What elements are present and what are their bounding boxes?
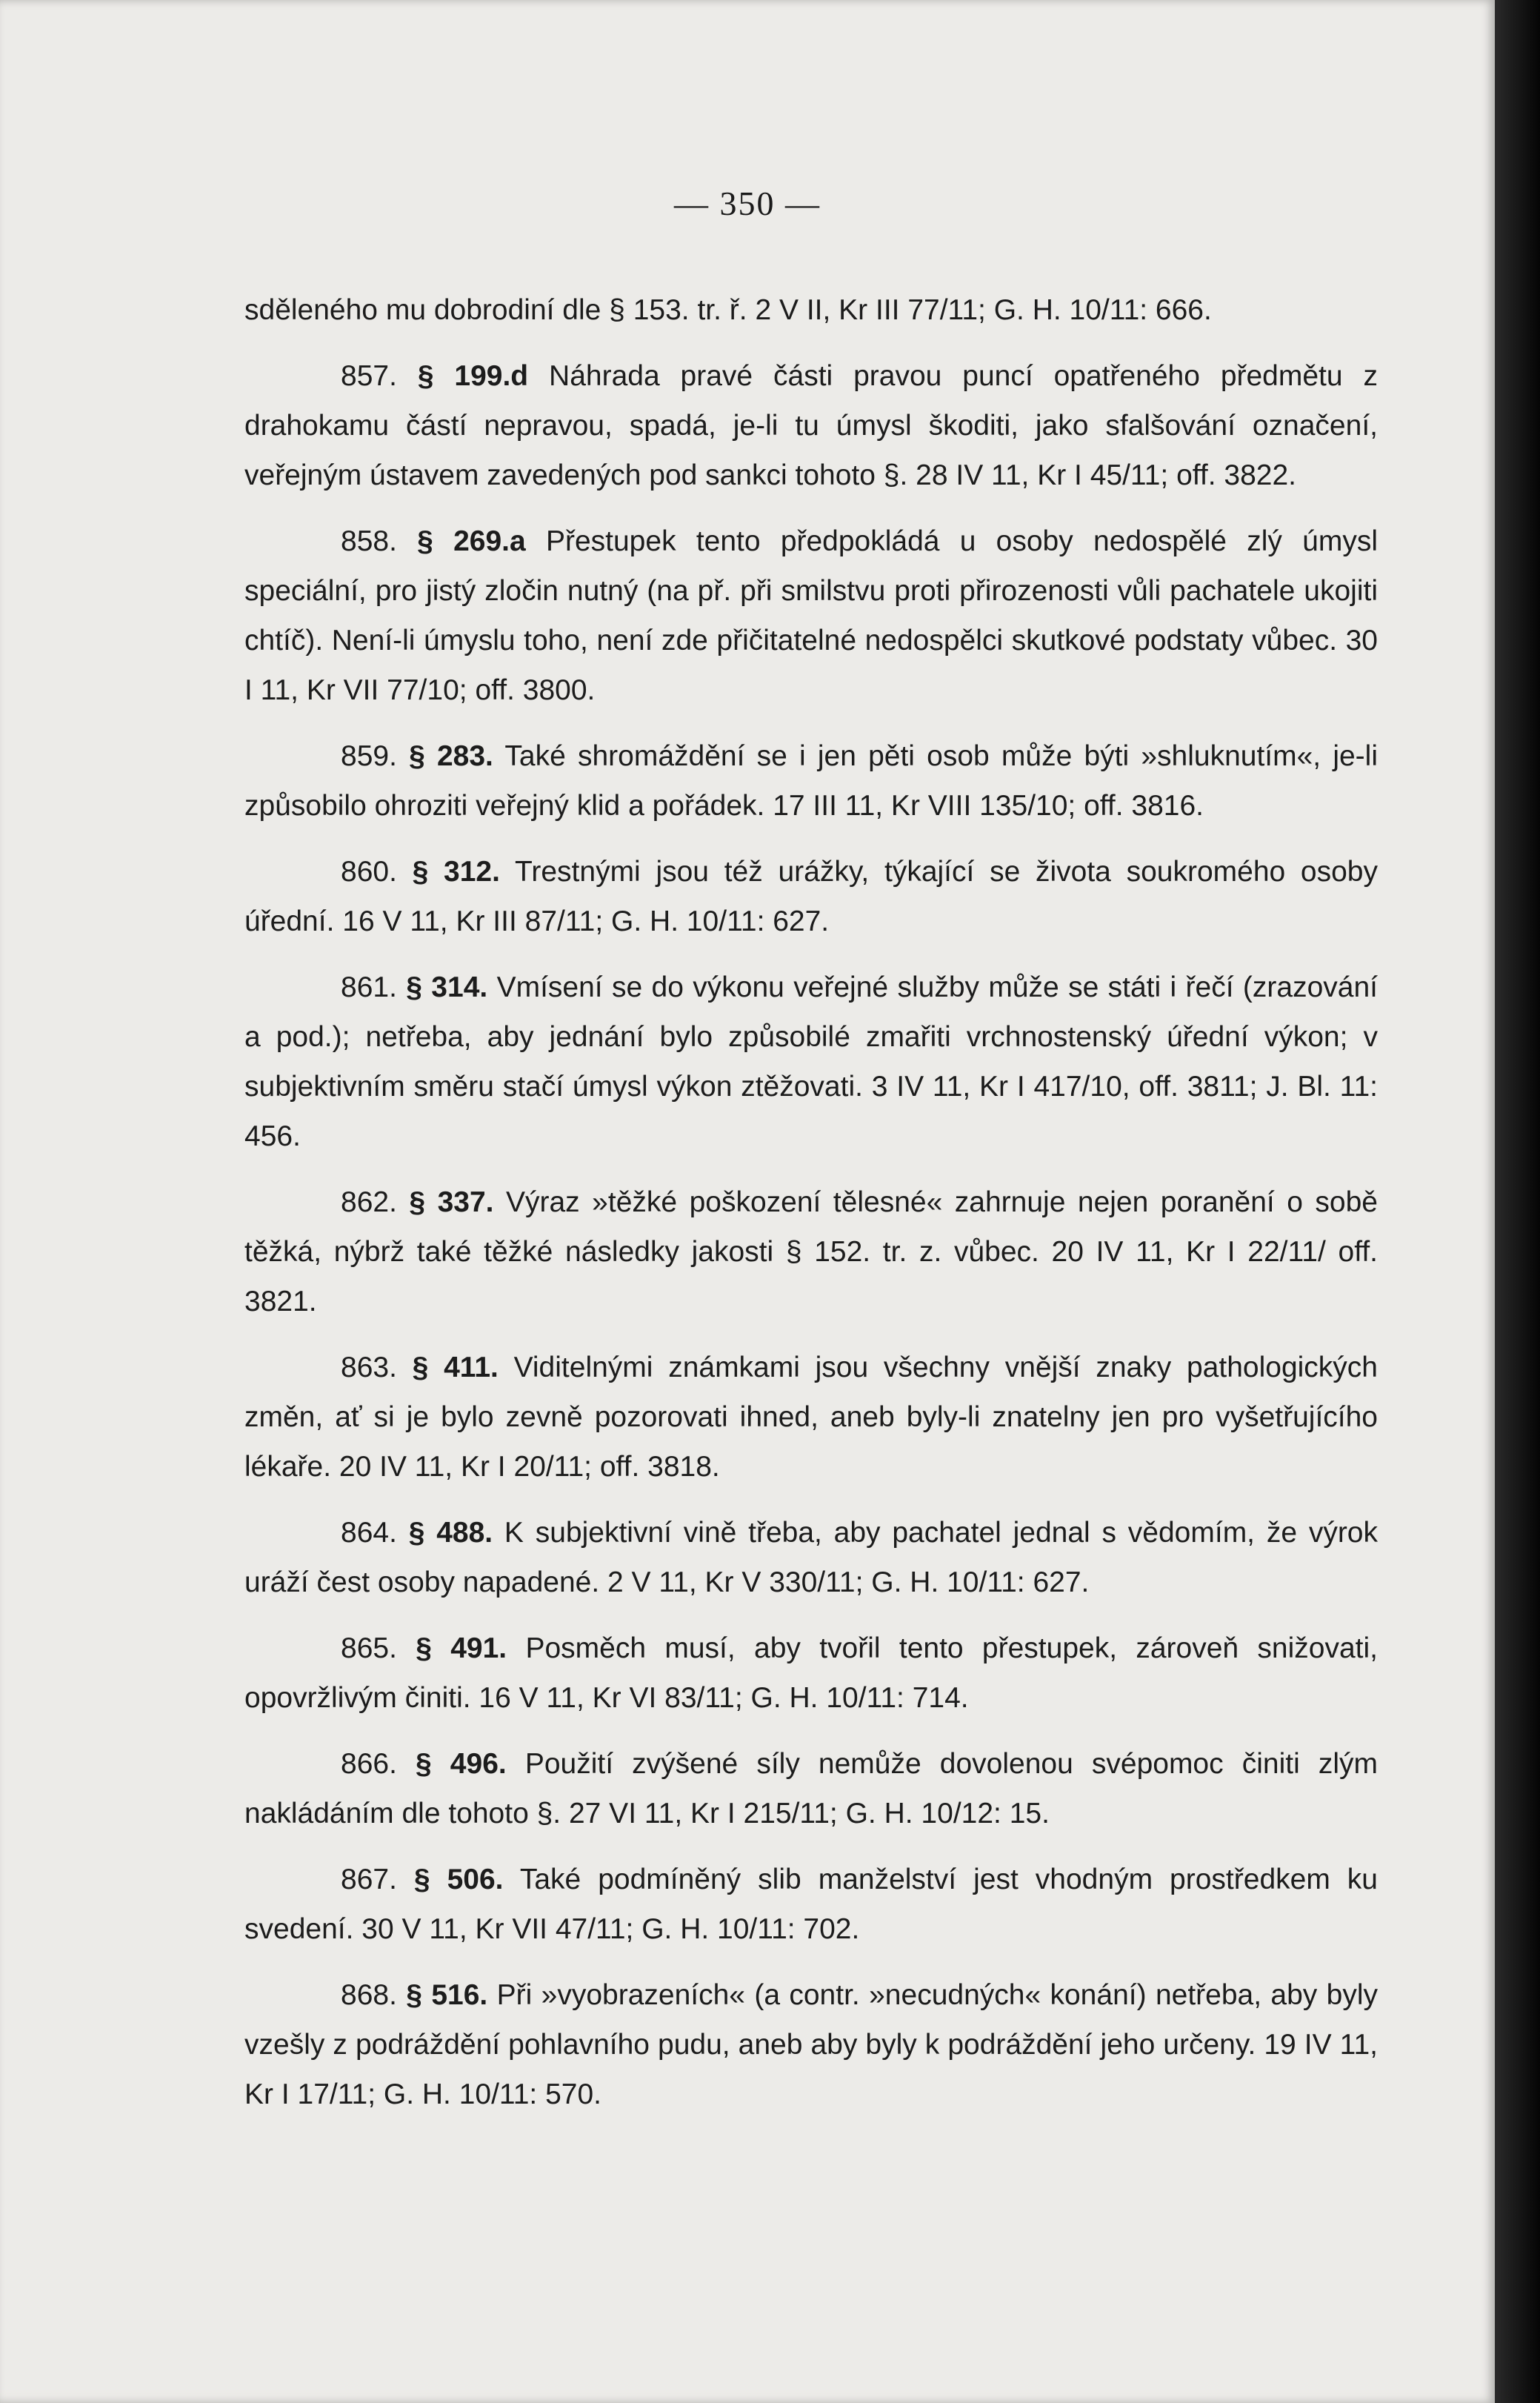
entry-text: Vmísení se do výkonu veřejné služby může se státi i řečí (zrazování a pod.); netřeba, aby jednání bylo způsobilé zmařiti vrchnostenský úřední výkon; v subjektivním směru stačí úmysl výkon ztěžovati. 3 IV 11, Kr I 417/10, off. 3811; J. Bl. 11: 456. bbox=[244, 971, 1378, 1152]
entry-861 bbox=[244, 963, 1378, 1161]
intro-paragraph: sděleného mu dobrodiní dle § 153. tr. ř. 2 V II, Kr III 77/11; G. H. 10/11: 666. bbox=[244, 294, 1212, 326]
entry-text: Trestnými jsou též urážky, týkající se života soukromého osoby úřední. 16 V 11, Kr III 87/11; G. H. 10/11: 627. bbox=[244, 856, 1378, 937]
entry-section: § 496. bbox=[416, 1748, 507, 1780]
entry-865 bbox=[244, 1623, 1378, 1723]
entry-number: 861. bbox=[341, 971, 397, 1003]
entry-text: Přestupek tento předpokládá u osoby nedospělé zlý úmysl speciální, pro jistý zločin nutný (na př. při smilstvu proti přirozenosti vůli pachatele ukojiti chtíč). Není-li úmyslu toho, není zde přičitatelné nedospělci skutkové podstaty vůbec. 30 I 11, Kr VII 77/10; off. 3800. bbox=[244, 525, 1379, 706]
entry-number: 868. bbox=[341, 1979, 397, 2011]
entry-text: Při »vyobrazeních« (a contr. »necudných« konání) netřeba, aby byly vzešly z podráždění pohlavního pudu, aneb aby byly k podráždění jeho určeny. 19 IV 11, Kr I 17/11; G. H. 10/11: 570. bbox=[244, 1979, 1379, 2110]
page-body bbox=[244, 285, 1378, 2136]
entry-863 bbox=[244, 1343, 1378, 1492]
entry-859 bbox=[244, 731, 1378, 831]
entry-number: 867. bbox=[341, 1864, 397, 1895]
entry-text: Použití zvýšené síly nemůže dovolenou svépomoc činiti zlým nakládáním dle tohoto §. 27 VI 11, Kr I 215/11; G. H. 10/12: 15. bbox=[244, 1748, 1378, 1829]
entry-number: 857. bbox=[341, 360, 397, 392]
entry-number: 863. bbox=[341, 1352, 397, 1383]
entry-section: § 516. bbox=[406, 1979, 488, 2011]
entry-860 bbox=[244, 847, 1378, 946]
entry-section: § 488. bbox=[408, 1517, 493, 1549]
entry-text: K subjektivní vině třeba, aby pachatel jednal s vědomím, že výrok uráží čest osoby napadené. 2 V 11, Kr V 330/11; G. H. 10/11: 627. bbox=[244, 1517, 1378, 1598]
entry-number: 866. bbox=[341, 1748, 397, 1780]
entry-section: § 411. bbox=[412, 1352, 499, 1383]
entry-857 bbox=[244, 351, 1378, 500]
entry-number: 858. bbox=[341, 525, 397, 557]
entry-868 bbox=[244, 1970, 1378, 2119]
entry-section: § 491. bbox=[416, 1632, 507, 1664]
entry-number: 859. bbox=[341, 740, 397, 772]
entry-section: § 269.a bbox=[417, 525, 526, 557]
entry-866 bbox=[244, 1739, 1378, 1838]
entry-text: Výraz »těžké poškození tělesné« zahrnuje nejen poranění o sobě těžká, nýbrž také těžké následky jakosti § 152. tr. z. vůbec. 20 IV 11, Kr I 22/11/ off. 3821. bbox=[244, 1186, 1378, 1317]
entry-section: § 337. bbox=[409, 1186, 494, 1218]
entry-number: 860. bbox=[341, 856, 397, 888]
entry-section: § 312. bbox=[412, 856, 500, 888]
entry-section: § 283. bbox=[409, 740, 493, 772]
scan-dark-edge bbox=[1495, 0, 1540, 2403]
entry-number: 865. bbox=[341, 1632, 397, 1664]
entry-section: § 199.d bbox=[417, 360, 529, 392]
entry-number: 864. bbox=[341, 1517, 397, 1549]
entry-858 bbox=[244, 516, 1378, 715]
entry-section: § 314. bbox=[406, 971, 488, 1003]
entry-864 bbox=[244, 1508, 1378, 1607]
page-number: — 350 — bbox=[674, 185, 821, 222]
entry-section: § 506. bbox=[413, 1864, 504, 1895]
entry-text: Také podmíněný slib manželství jest vhodným prostředkem ku svedení. 30 V 11, Kr VII 47/11; G. H. 10/11: 702. bbox=[244, 1864, 1379, 1945]
entry-number: 862. bbox=[341, 1186, 397, 1218]
entry-text: Náhrada pravé části pravou puncí opatřeného předmětu z drahokamu částí nepravou, spadá, je-li tu úmysl škoditi, jako sfalšování označení, veřejným ústavem zavedených pod sankci tohoto §. 28 IV 11, Kr I 45/11; off. 3822. bbox=[244, 360, 1378, 491]
entry-862 bbox=[244, 1177, 1378, 1326]
entry-text: Také shromáždění se i jen pěti osob může býti »shluknutím«, je-li způsobilo ohroziti veřejný klid a pořádek. 17 III 11, Kr VIII 135/10; off. 3816. bbox=[244, 740, 1378, 822]
entry-text: Viditelnými známkami jsou všechny vnější znaky pathologických změn, ať si je bylo zevně pozorovati ihned, aneb byly-li znatelny jen pro vyšetřujícího lékaře. 20 IV 11, Kr I 20/11; off. 3818. bbox=[244, 1352, 1378, 1483]
entry-text: Posměch musí, aby tvořil tento přestupek, zároveň snižovati, opovržlivým činiti. 16 V 11, Kr VI 83/11; G. H. 10/11: 714. bbox=[244, 1632, 1378, 1714]
entry-867 bbox=[244, 1855, 1378, 1954]
